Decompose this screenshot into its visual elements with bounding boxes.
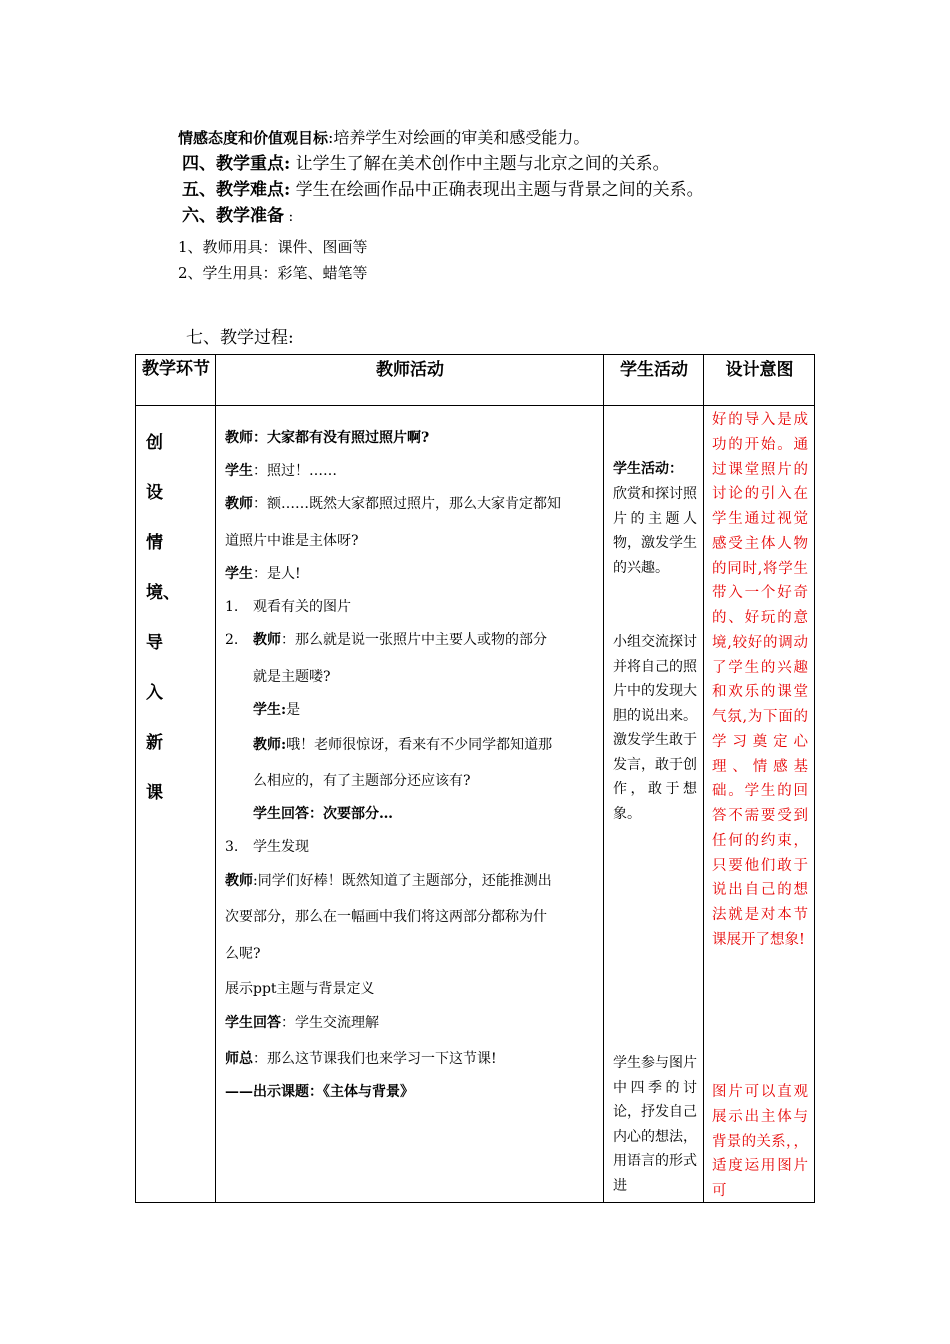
header-stage: 教学环节 [142, 359, 210, 379]
teacher-line: 道照片中谁是主体呀? [225, 533, 359, 549]
teacher-line: ——出示课题：《主体与背景》 [225, 1084, 414, 1100]
teaching-difficulty [182, 175, 704, 200]
teacher-line: 次要部分，那么在一幅画中我们将这两部分都称为什 [225, 909, 547, 925]
design-intent-text: 好的导入是成功的开始。通过课堂照片的讨论的引入在学生通过视觉感受主体人物的同时,将学生带入一个好奇的、好玩的意境,较好的调动了学生的兴趣和欢乐的课堂气氛,为下面的学习奠定心理、情感基础。学生的回答不需要受到任何的约束，只要他们敢于说出自己的想法就是对本节课展开了想象! [712, 412, 808, 948]
teaching-difficulty-label: 五、教学难点: [182, 180, 291, 200]
table-divider-stage [215, 354, 216, 1203]
stage-char: 入 [146, 683, 163, 703]
stage-char: 情 [146, 533, 163, 553]
student-activity-text: 学生参与图片中四季的讨论，抒发自己内心的想法，用语言的形式进 [613, 1055, 697, 1194]
emotion-objective-label: 情感态度和价值观目标 [178, 129, 329, 147]
prep-item: 2、学生用具：彩笔、蜡笔等 [178, 264, 368, 282]
teacher-line: 学生：照过！…… [225, 463, 337, 479]
stage-char: 导 [146, 633, 163, 653]
teaching-prep-colon: : [284, 209, 294, 225]
teacher-line: 学生回答：次要部分… [253, 806, 393, 822]
header-student: 学生活动 [620, 360, 688, 380]
teacher-line: 学生:是 [253, 702, 301, 718]
process-title: 七、教学过程: [186, 328, 294, 348]
teacher-line: 教师:哦！老师很惊讶，看来有不少同学都知道那 [253, 737, 553, 753]
emotion-objective-text: :培养学生对绘画的审美和感受能力。 [328, 128, 590, 147]
table-border-left [135, 354, 136, 1203]
teacher-list-item: 1. 观看有关的图片 [225, 599, 351, 615]
table-divider-student [703, 354, 704, 1203]
teaching-prep-label: 六、教学准备 [182, 206, 284, 226]
teacher-line: 师总：那么这节课我们也来学习一下这节课! [225, 1051, 497, 1067]
teacher-line: 展示ppt主题与背景定义 [225, 981, 375, 997]
stage-char: 设 [146, 483, 163, 503]
header-teacher: 教师活动 [376, 360, 444, 380]
teaching-focus-label: 四、教学重点: [182, 154, 291, 174]
teaching-difficulty-text: 学生在绘画作品中正确表现出主题与背景之间的关系。 [290, 180, 704, 200]
teacher-line: 么相应的，有了主题部分还应该有? [253, 773, 471, 789]
teacher-line: 么呢? [225, 946, 261, 962]
teacher-line: 教师：大家都有没有照过照片啊? [225, 430, 430, 446]
teacher-line: 教师:同学们好棒！既然知道了主题部分，还能推测出 [225, 873, 552, 889]
teacher-list-item: 3. 学生发现 [225, 839, 309, 855]
teaching-prep [182, 201, 293, 226]
design-intent-text: 图片可以直观展示出主体与背景的关系，，适度运用图片可 [712, 1084, 808, 1199]
table-border-top [135, 354, 815, 355]
table-divider-teacher [603, 354, 604, 1203]
teacher-line: 就是主题喽? [253, 669, 331, 685]
stage-char: 课 [146, 783, 163, 803]
teacher-line: 教师：额……既然大家都照过照片，那么大家肯定都知 [225, 496, 561, 512]
student-activity-text: 小组交流探讨并将自己的照片中的发现大胆的说出来。激发学生敢于发言，敢于创作，敢于想象。 [613, 634, 697, 822]
teaching-focus-text: 让学生了解在美术创作中主题与北京之间的关系。 [290, 154, 670, 174]
header-design: 设计意图 [725, 360, 794, 380]
emotion-objective [178, 125, 589, 148]
stage-char: 创 [146, 433, 163, 453]
teacher-list-item: 2. 教师：那么就是说一张照片中主要人或物的部分 [225, 632, 547, 648]
student-activity-label: 学生活动： [613, 461, 683, 477]
table-header-divider [135, 405, 815, 406]
teacher-line: 学生回答：学生交流理解 [225, 1015, 379, 1031]
prep-item: 1、教师用具：课件、图画等 [178, 238, 368, 256]
table-border-right [814, 354, 815, 1203]
stage-char: 新 [146, 733, 163, 753]
student-activity-text: 欣赏和探讨照片的主题人物，激发学生的兴趣。 [613, 486, 697, 576]
teaching-focus [182, 149, 670, 174]
stage-char: 境、 [146, 583, 180, 603]
teacher-line: 学生：是人! [225, 566, 301, 582]
